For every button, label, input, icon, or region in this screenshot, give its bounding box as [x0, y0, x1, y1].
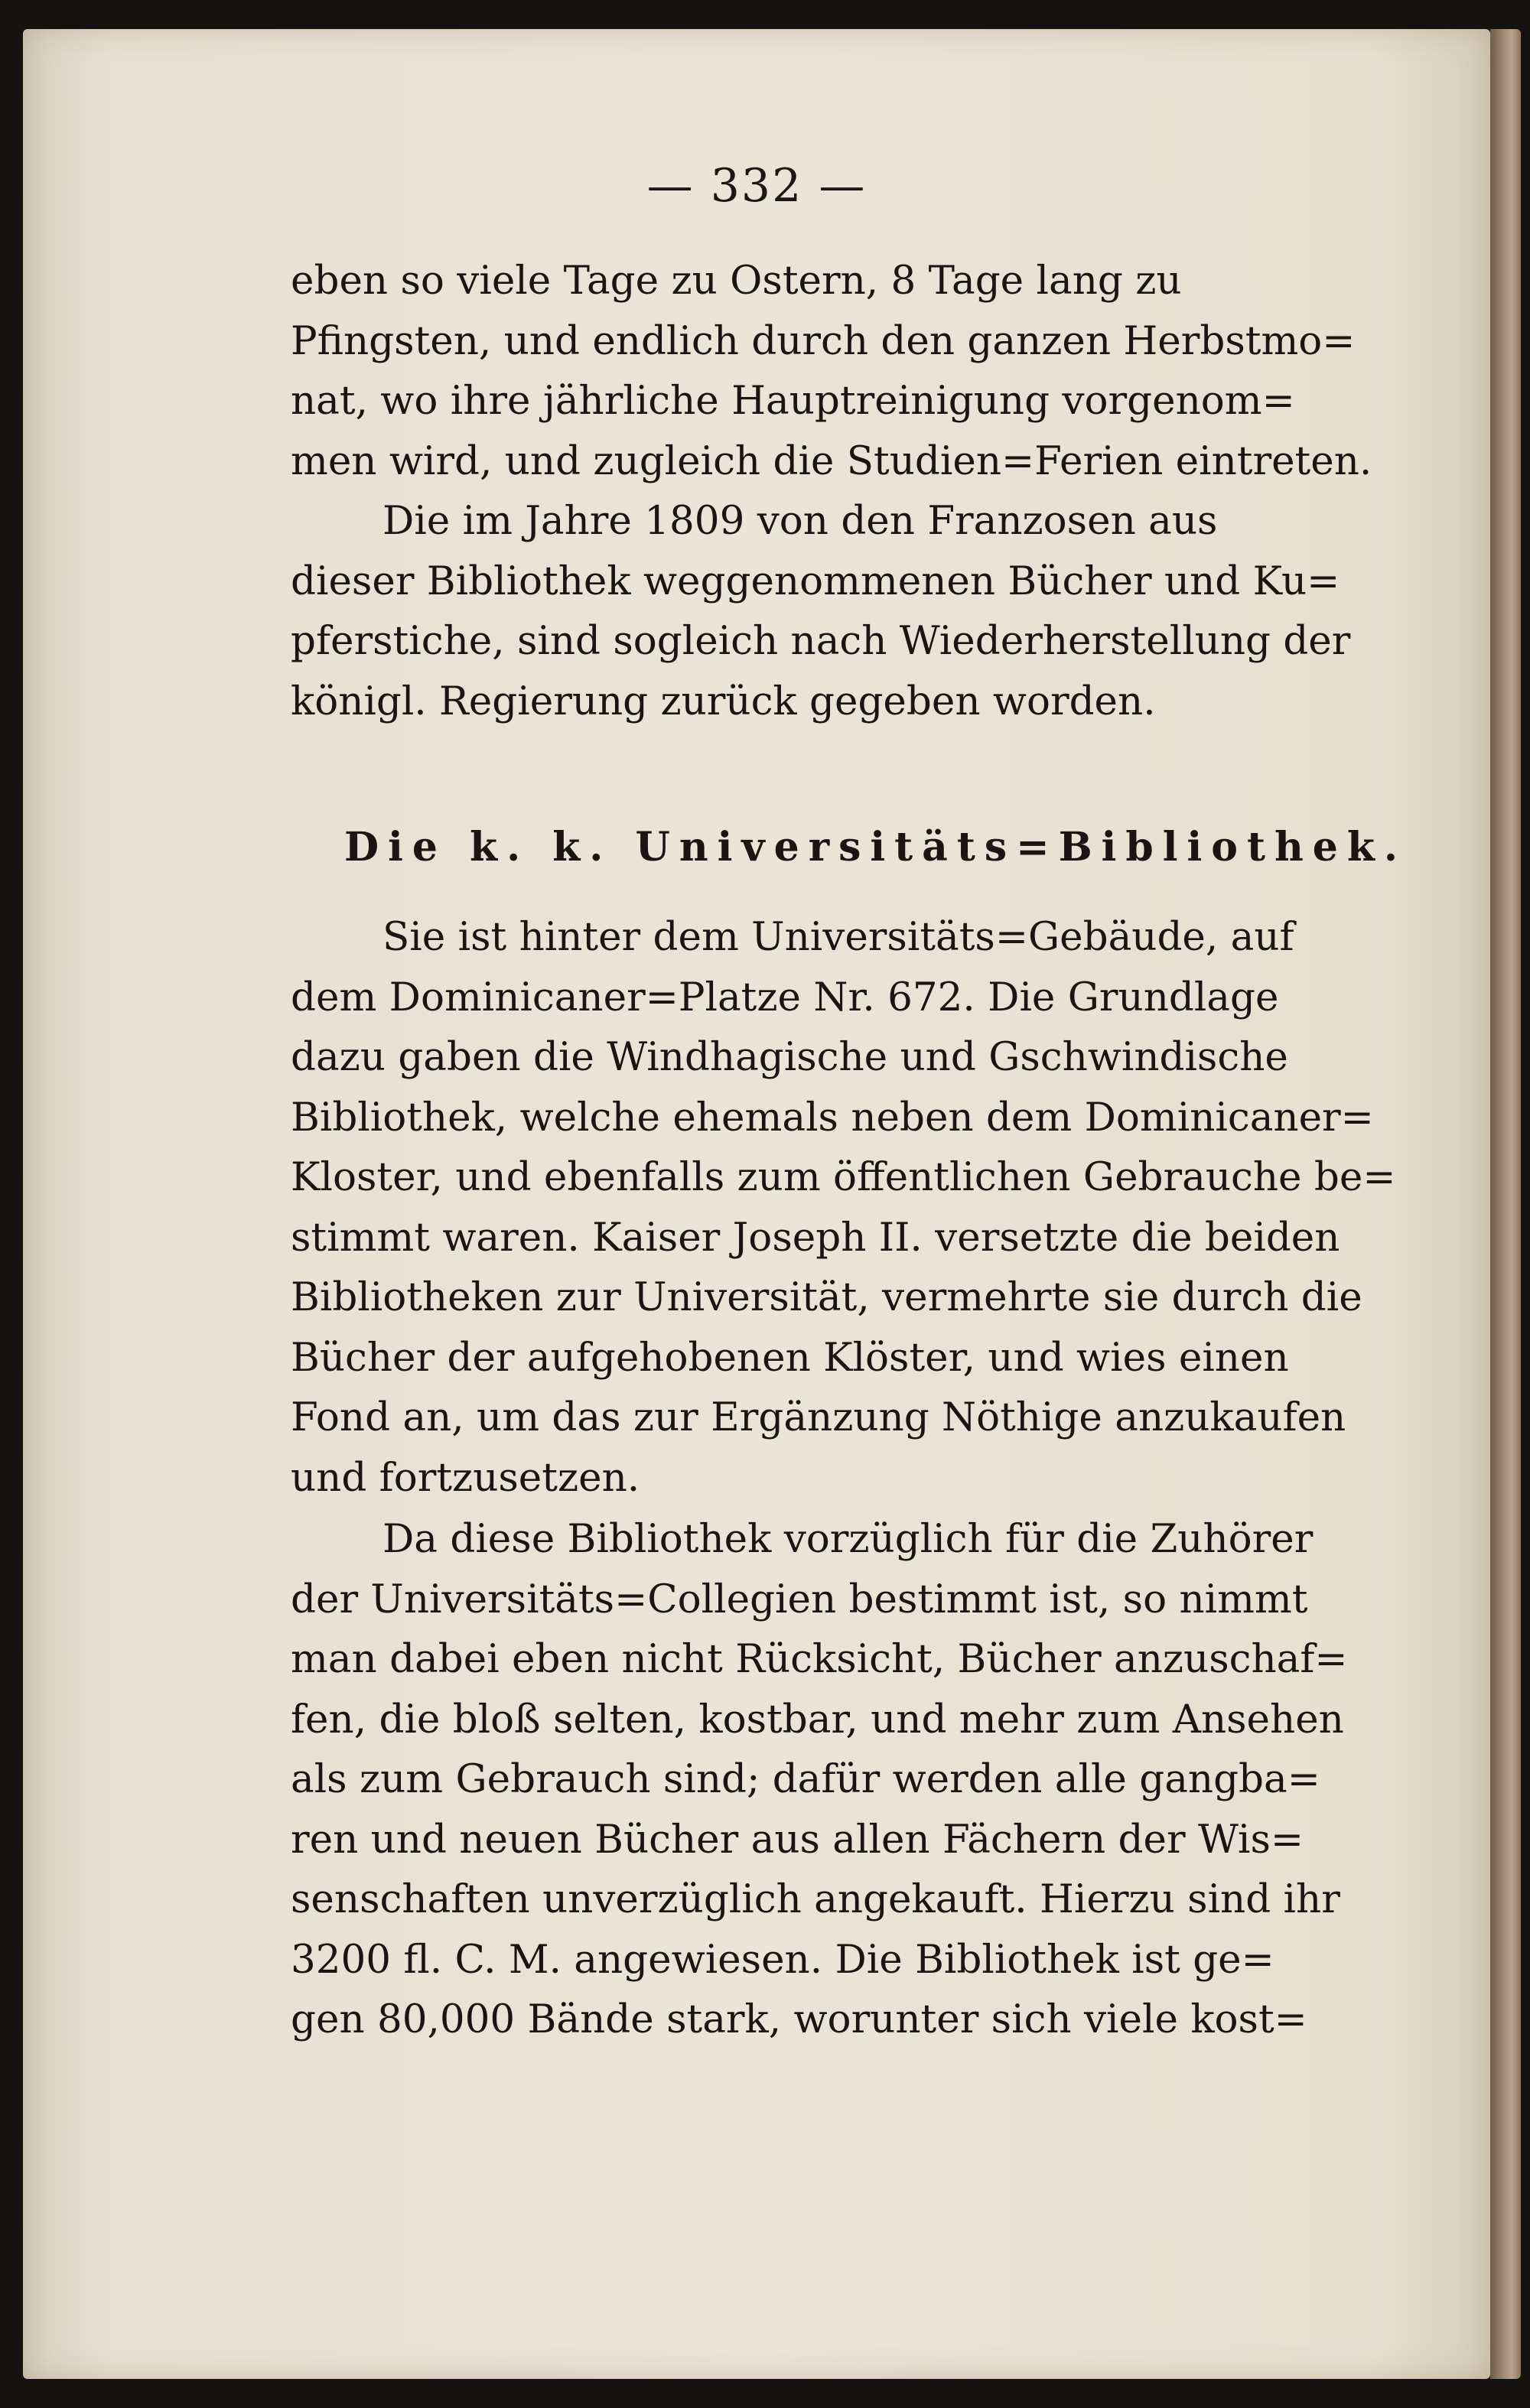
text-line: Fond an, um das zur Ergänzung Nöthige anzukaufen	[291, 1394, 1346, 1440]
text-line: dazu gaben die Windhagische und Gschwindische	[291, 1034, 1288, 1080]
text-line: ren und neuen Bücher aus allen Fächern der Wis=	[291, 1816, 1304, 1863]
text-line: dieser Bibliothek weggenommenen Bücher und Ku=	[291, 558, 1340, 604]
section-heading: Die k. k. Universitäts=Bibliothek.	[344, 824, 1408, 870]
text-line: Da diese Bibliothek vorzüglich für die Zuhörer	[382, 1516, 1314, 1562]
text-line: gen 80,000 Bände stark, worunter sich viele kost=	[291, 1996, 1307, 2042]
text-line: Die im Jahre 1809 von den Franzosen aus	[382, 498, 1218, 544]
text-line: dem Dominicaner=Platze Nr. 672. Die Grundlage	[291, 974, 1279, 1020]
paragraph-2	[291, 491, 1400, 731]
text-line: der Universitäts=Collegien bestimmt ist, so nimmt	[291, 1576, 1308, 1622]
text-line: und fortzusetzen.	[291, 1454, 640, 1501]
text-line: pferstiche, sind sogleich nach Wiederherstellung der	[291, 618, 1351, 664]
text-line: Kloster, und ebenfalls zum öffentlichen Gebrauche be=	[291, 1154, 1396, 1200]
paragraph-3	[291, 907, 1400, 1508]
page-number: — 332 —	[646, 159, 867, 213]
text-line: stimmt waren. Kaiser Joseph II. versetzte die beiden	[291, 1214, 1340, 1261]
text-line: eben so viele Tage zu Ostern, 8 Tage lang zu	[291, 258, 1182, 304]
adjacent-page-edge	[1490, 29, 1521, 2379]
text-line: Bibliothek, welche ehemals neben dem Dominicaner=	[291, 1094, 1374, 1141]
book-page	[23, 29, 1490, 2379]
text-line: fen, die bloß selten, kostbar, und mehr zum Ansehen	[291, 1696, 1344, 1743]
text-line: man dabei eben nicht Rücksicht, Bücher anzuschaf=	[291, 1636, 1348, 1682]
text-line: als zum Gebrauch sind; dafür werden alle gangba=	[291, 1756, 1320, 1802]
paragraph-1	[291, 251, 1400, 491]
text-line: Bücher der aufgehobenen Klöster, und wies einen	[291, 1334, 1289, 1381]
text-line: 3200 fl. C. M. angewiesen. Die Bibliothek ist ge=	[291, 1936, 1274, 1983]
text-line: Pfingsten, und endlich durch den ganzen Herbstmo=	[291, 317, 1356, 364]
text-line: Bibliotheken zur Universität, vermehrte sie durch die	[291, 1274, 1362, 1320]
text-line: men wird, und zugleich die Studien=Ferien eintreten.	[291, 438, 1372, 484]
paragraph-4	[291, 1509, 1400, 2050]
text-line: nat, wo ihre jährliche Hauptreinigung vorgenom=	[291, 378, 1295, 424]
text-line: königl. Regierung zurück gegeben worden.	[291, 678, 1156, 724]
text-line: Sie ist hinter dem Universitäts=Gebäude, auf	[382, 914, 1294, 960]
text-line: senschaften unverzüglich angekauft. Hierzu sind ihr	[291, 1876, 1340, 1922]
